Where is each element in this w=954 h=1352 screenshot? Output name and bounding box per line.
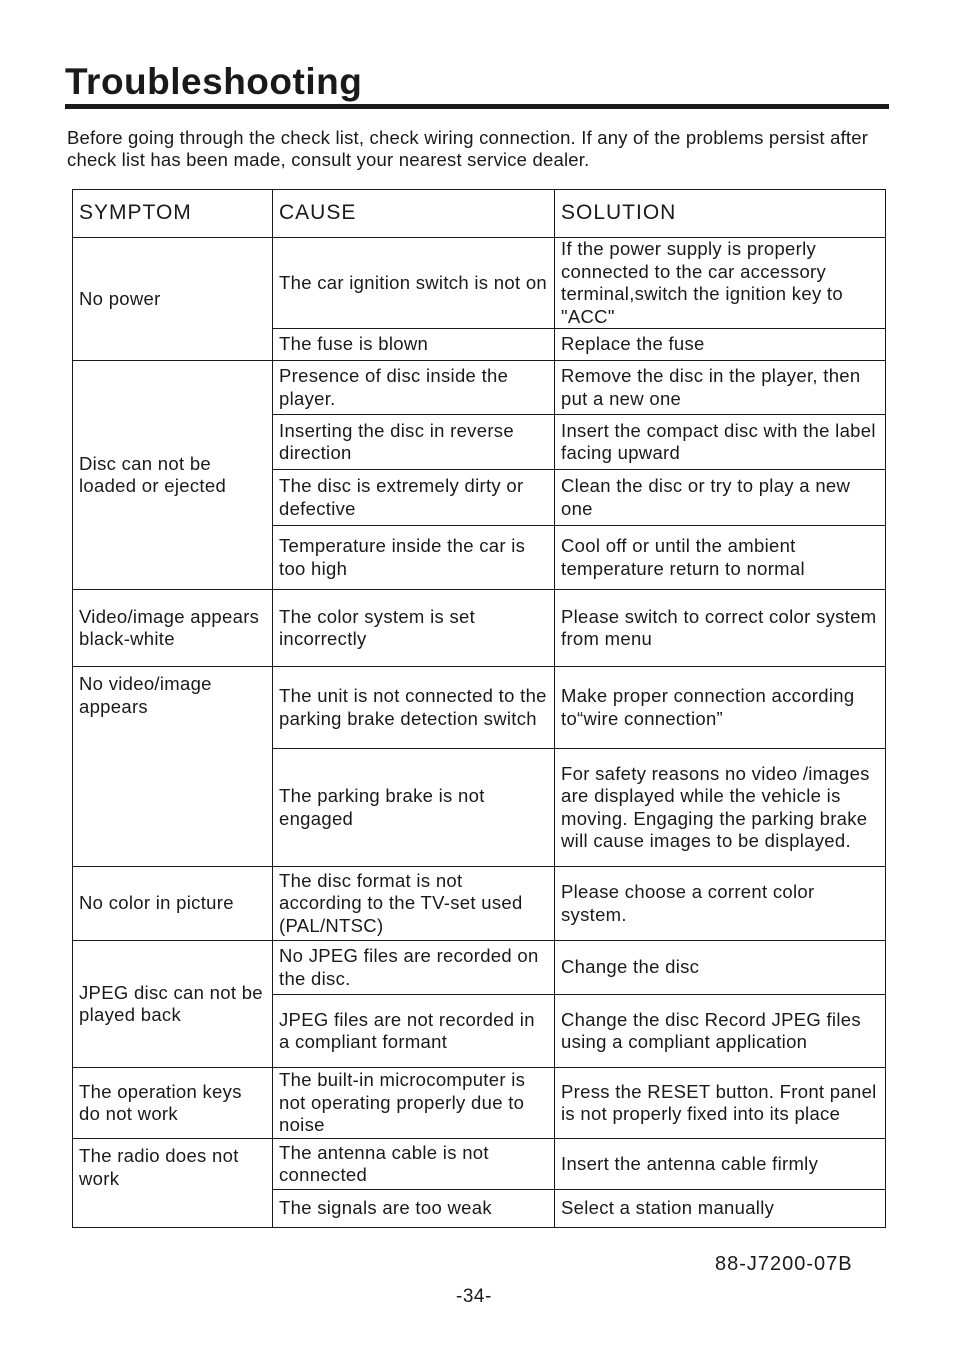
- table-header-row: [73, 190, 886, 238]
- cause-cell: Presence of disc inside the player.: [273, 361, 555, 415]
- title-underline: [65, 104, 889, 109]
- symptom-cell: The radio does not work: [73, 1139, 273, 1228]
- solution-cell: Remove the disc in the player, then put a new one: [555, 361, 886, 415]
- cause-cell: The unit is not connected to the parking brake detection switch: [273, 667, 555, 749]
- symptom-cell: Video/image appears black-white: [73, 590, 273, 667]
- symptom-cell: No color in picture: [73, 867, 273, 941]
- solution-cell: For safety reasons no video /images are displayed while the vehicle is moving. Engaging the parking brake will cause images to be displayed.: [555, 749, 886, 867]
- cause-cell: Temperature inside the car is too high: [273, 526, 555, 590]
- troubleshooting-table: [72, 189, 886, 1228]
- cause-cell: The color system is set incorrectly: [273, 590, 555, 667]
- table-row: [73, 941, 886, 995]
- cause-cell: JPEG files are not recorded in a compliant formant: [273, 995, 555, 1068]
- solution-cell: Please switch to correct color system from menu: [555, 590, 886, 667]
- page-title: Troubleshooting: [65, 61, 363, 102]
- cause-cell: The built-in microcomputer is not operating properly due to noise: [273, 1068, 555, 1139]
- solution-cell: Please choose a corrent color system.: [555, 867, 886, 941]
- solution-cell: Cool off or until the ambient temperature return to normal: [555, 526, 886, 590]
- solution-cell: Change the disc: [555, 941, 886, 995]
- cause-cell: The antenna cable is not connected: [273, 1139, 555, 1190]
- document-code: 88-J7200-07B: [715, 1253, 853, 1275]
- table-row: [73, 667, 886, 749]
- cause-cell: The fuse is blown: [273, 329, 555, 361]
- solution-cell: Press the RESET button. Front panel is not properly fixed into its place: [555, 1068, 886, 1139]
- solution-cell: Replace the fuse: [555, 329, 886, 361]
- solution-cell: Change the disc Record JPEG files using a compliant application: [555, 995, 886, 1068]
- solution-cell: Select a station manually: [555, 1190, 886, 1228]
- cause-cell: The signals are too weak: [273, 1190, 555, 1228]
- symptom-cell: JPEG disc can not be played back: [73, 941, 273, 1068]
- cause-cell: The car ignition switch is not on: [273, 238, 555, 329]
- symptom-cell: The operation keys do not work: [73, 1068, 273, 1139]
- table-row: [73, 1139, 886, 1190]
- solution-cell: Insert the compact disc with the label facing upward: [555, 415, 886, 470]
- symptom-cell: No power: [73, 238, 273, 361]
- table-row: [73, 867, 886, 941]
- intro-paragraph: Before going through the check list, check wiring connection. If any of the problems persist after check list has been made, consult your nearest service dealer.: [67, 127, 869, 170]
- table-row: [73, 361, 886, 415]
- table-row: [73, 590, 886, 667]
- header-symptom: SYMPTOM: [73, 190, 273, 238]
- cause-cell: The parking brake is not engaged: [273, 749, 555, 867]
- solution-cell: Insert the antenna cable firmly: [555, 1139, 886, 1190]
- solution-cell: Clean the disc or try to play a new one: [555, 470, 886, 526]
- page-number: -34-: [456, 1286, 492, 1307]
- table-row: [73, 238, 886, 329]
- cause-cell: Inserting the disc in reverse direction: [273, 415, 555, 470]
- header-cause: CAUSE: [273, 190, 555, 238]
- table-row: [73, 1068, 886, 1139]
- cause-cell: The disc format is not according to the TV-set used (PAL/NTSC): [273, 867, 555, 941]
- solution-cell: Make proper connection according to“wire connection”: [555, 667, 886, 749]
- symptom-cell: No video/image appears: [73, 667, 273, 867]
- cause-cell: The disc is extremely dirty or defective: [273, 470, 555, 526]
- solution-cell: If the power supply is properly connected to the car accessory terminal,switch the ignition key to "ACC": [555, 238, 886, 329]
- symptom-cell: Disc can not be loaded or ejected: [73, 361, 273, 590]
- cause-cell: No JPEG files are recorded on the disc.: [273, 941, 555, 995]
- header-solution: SOLUTION: [555, 190, 886, 238]
